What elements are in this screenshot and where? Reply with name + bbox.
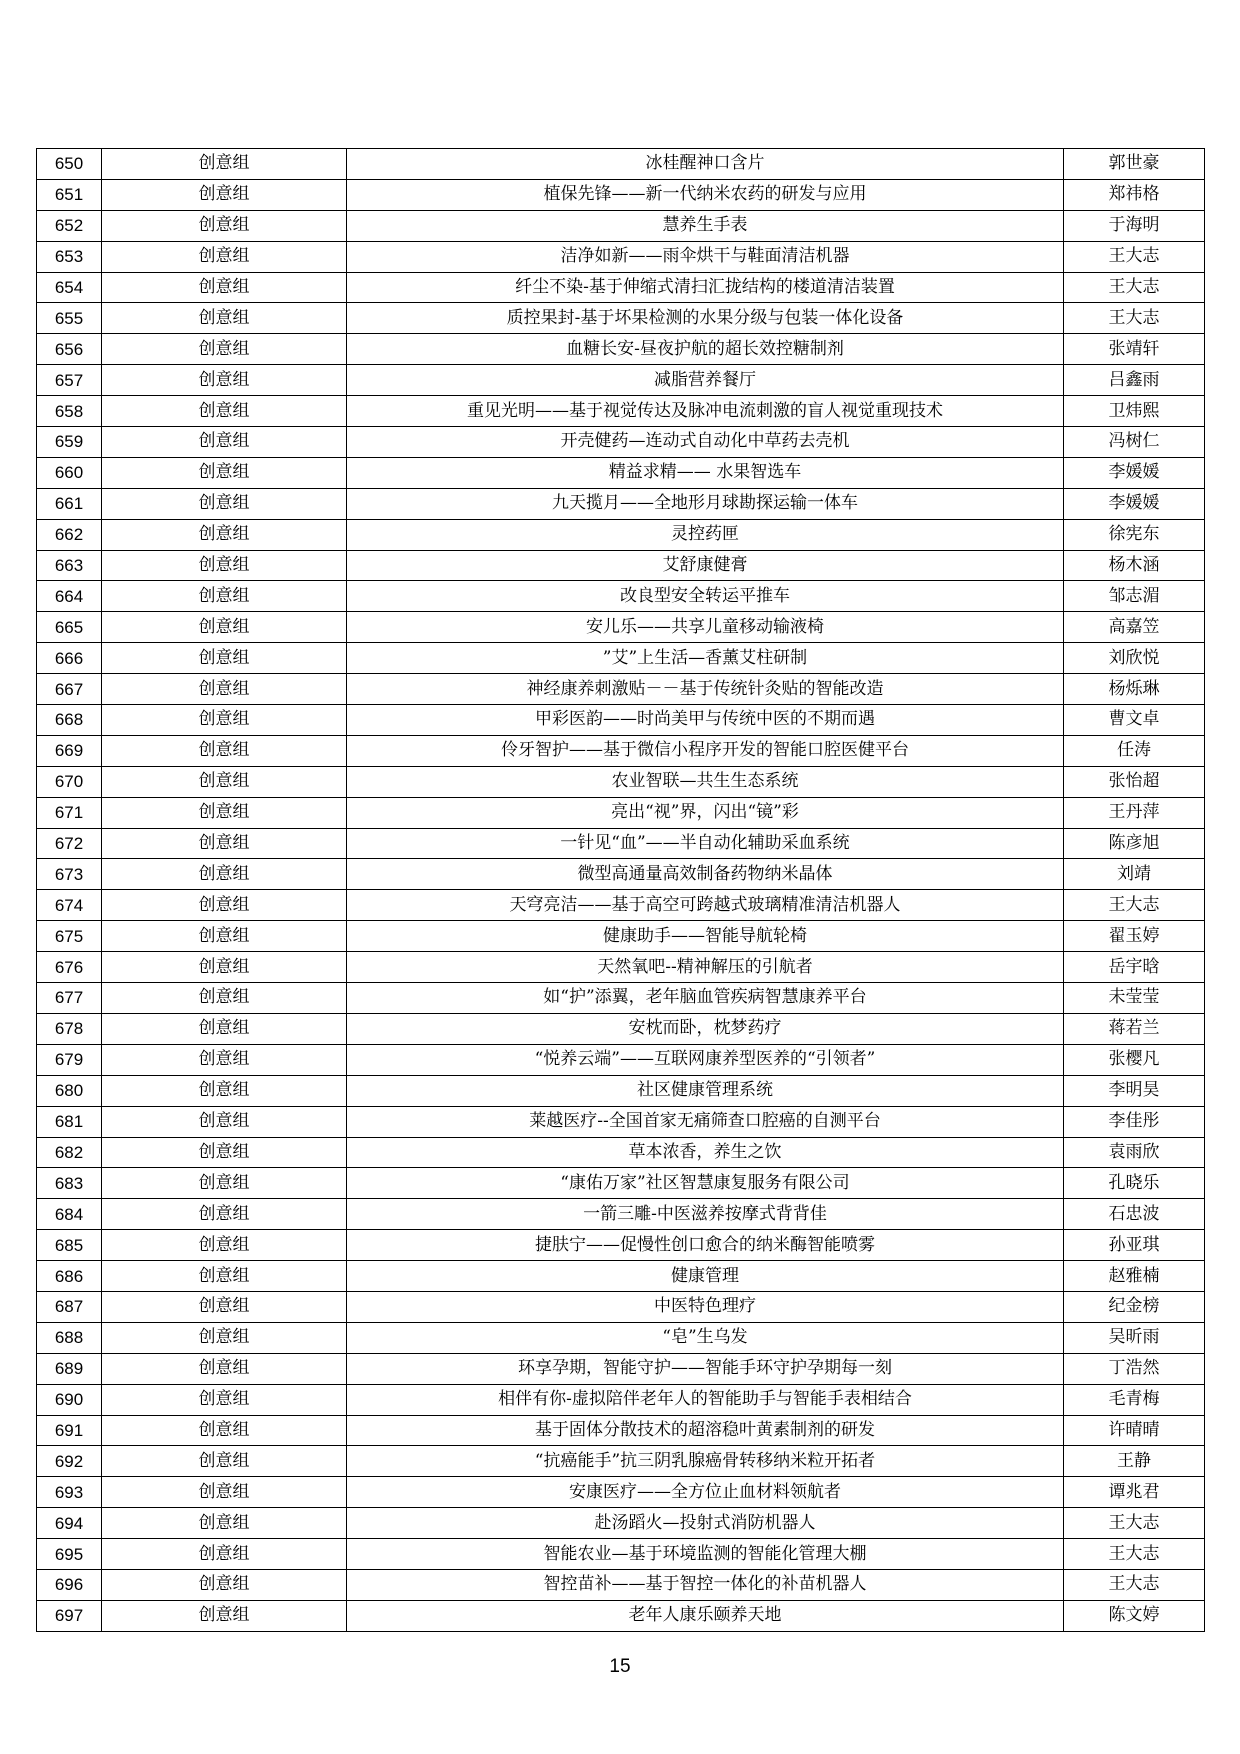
group-cell: 创意组 [102, 983, 347, 1014]
group-cell: 创意组 [102, 396, 347, 427]
person-name-cell: 邹志湄 [1064, 581, 1205, 612]
table-row [37, 334, 1205, 365]
group-cell: 创意组 [102, 1384, 347, 1415]
person-name-cell: 曹文卓 [1064, 705, 1205, 736]
row-number-cell: 676 [37, 952, 102, 983]
table-row [37, 179, 1205, 210]
project-title-cell: 伶牙智护——基于微信小程序开发的智能口腔医健平台 [347, 735, 1064, 766]
project-title-cell: 改良型安全转运平推车 [347, 581, 1064, 612]
project-title-cell: 安康医疗——全方位止血材料领航者 [347, 1477, 1064, 1508]
table-row [37, 1230, 1205, 1261]
group-cell: 创意组 [102, 1199, 347, 1230]
project-title-cell: 安枕而卧，枕梦药疗 [347, 1013, 1064, 1044]
row-number-cell: 668 [37, 705, 102, 736]
project-title-cell: 健康管理 [347, 1261, 1064, 1292]
person-name-cell: 李佳彤 [1064, 1106, 1205, 1137]
person-name-cell: 许晴晴 [1064, 1415, 1205, 1446]
person-name-cell: 陈文婷 [1064, 1600, 1205, 1631]
group-cell: 创意组 [102, 1013, 347, 1044]
row-number-cell: 657 [37, 365, 102, 396]
group-cell: 创意组 [102, 859, 347, 890]
group-cell: 创意组 [102, 1477, 347, 1508]
table-row [37, 1075, 1205, 1106]
group-cell: 创意组 [102, 1539, 347, 1570]
group-cell: 创意组 [102, 241, 347, 272]
row-number-cell: 660 [37, 457, 102, 488]
person-name-cell: 王丹萍 [1064, 797, 1205, 828]
project-title-cell: 重见光明——基于视觉传达及脉冲电流刺激的盲人视觉重现技术 [347, 396, 1064, 427]
table-row [37, 241, 1205, 272]
table-row [37, 272, 1205, 303]
project-title-cell: 社区健康管理系统 [347, 1075, 1064, 1106]
person-name-cell: 任涛 [1064, 735, 1205, 766]
person-name-cell: 徐宪东 [1064, 519, 1205, 550]
project-title-cell: 安儿乐——共享儿童移动输液椅 [347, 612, 1064, 643]
group-cell: 创意组 [102, 643, 347, 674]
person-name-cell: 冯树仁 [1064, 427, 1205, 458]
table-row [37, 705, 1205, 736]
person-name-cell: 于海明 [1064, 210, 1205, 241]
table-row [37, 427, 1205, 458]
table-row [37, 1106, 1205, 1137]
row-number-cell: 671 [37, 797, 102, 828]
project-title-cell: 艾舒康健膏 [347, 550, 1064, 581]
table-row [37, 1199, 1205, 1230]
table-row [37, 1508, 1205, 1539]
group-cell: 创意组 [102, 1291, 347, 1322]
group-cell: 创意组 [102, 890, 347, 921]
row-number-cell: 688 [37, 1322, 102, 1353]
group-cell: 创意组 [102, 1322, 347, 1353]
person-name-cell: 陈彦旭 [1064, 828, 1205, 859]
project-title-cell: 慧养生手表 [347, 210, 1064, 241]
person-name-cell: 卫炜熙 [1064, 396, 1205, 427]
row-number-cell: 693 [37, 1477, 102, 1508]
group-cell: 创意组 [102, 550, 347, 581]
person-name-cell: 杨木涵 [1064, 550, 1205, 581]
project-title-cell: 基于固体分散技术的超溶稳叶黄素制剂的研发 [347, 1415, 1064, 1446]
table-row [37, 365, 1205, 396]
row-number-cell: 673 [37, 859, 102, 890]
row-number-cell: 697 [37, 1600, 102, 1631]
row-number-cell: 685 [37, 1230, 102, 1261]
group-cell: 创意组 [102, 1508, 347, 1539]
table-row [37, 519, 1205, 550]
row-number-cell: 690 [37, 1384, 102, 1415]
table-row [37, 612, 1205, 643]
group-cell: 创意组 [102, 365, 347, 396]
project-title-cell: 捷肤宁——促慢性创口愈合的纳米酶智能喷雾 [347, 1230, 1064, 1261]
row-number-cell: 687 [37, 1291, 102, 1322]
row-number-cell: 658 [37, 396, 102, 427]
row-number-cell: 664 [37, 581, 102, 612]
group-cell: 创意组 [102, 303, 347, 334]
group-cell: 创意组 [102, 1415, 347, 1446]
page-number: 15 [609, 1656, 631, 1677]
table-row [37, 735, 1205, 766]
row-number-cell: 669 [37, 735, 102, 766]
person-name-cell: 赵雅楠 [1064, 1261, 1205, 1292]
person-name-cell: 王大志 [1064, 1569, 1205, 1600]
project-title-cell: 纤尘不染-基于伸缩式清扫汇拢结构的楼道清洁装置 [347, 272, 1064, 303]
project-title-cell: 农业智联—共生生态系统 [347, 766, 1064, 797]
row-number-cell: 678 [37, 1013, 102, 1044]
table-row [37, 1384, 1205, 1415]
person-name-cell: 李媛媛 [1064, 457, 1205, 488]
row-number-cell: 692 [37, 1446, 102, 1477]
project-title-cell: “抗癌能手”抗三阴乳腺癌骨转移纳米粒开拓者 [347, 1446, 1064, 1477]
row-number-cell: 652 [37, 210, 102, 241]
table-row [37, 1446, 1205, 1477]
row-number-cell: 650 [37, 149, 102, 180]
row-number-cell: 680 [37, 1075, 102, 1106]
project-title-cell: 微型高通量高效制备药物纳米晶体 [347, 859, 1064, 890]
group-cell: 创意组 [102, 1137, 347, 1168]
project-title-cell: “康佑万家”社区智慧康复服务有限公司 [347, 1168, 1064, 1199]
group-cell: 创意组 [102, 179, 347, 210]
table-row [37, 581, 1205, 612]
project-title-cell: 洁净如新——雨伞烘干与鞋面清洁机器 [347, 241, 1064, 272]
row-number-cell: 655 [37, 303, 102, 334]
group-cell: 创意组 [102, 1353, 347, 1384]
row-number-cell: 695 [37, 1539, 102, 1570]
person-name-cell: 纪金榜 [1064, 1291, 1205, 1322]
person-name-cell: 郭世豪 [1064, 149, 1205, 180]
project-title-cell: 赴汤蹈火—投射式消防机器人 [347, 1508, 1064, 1539]
group-cell: 创意组 [102, 1600, 347, 1631]
person-name-cell: 蒋若兰 [1064, 1013, 1205, 1044]
person-name-cell: 谭兆君 [1064, 1477, 1205, 1508]
row-number-cell: 696 [37, 1569, 102, 1600]
row-number-cell: 654 [37, 272, 102, 303]
person-name-cell: 石忠波 [1064, 1199, 1205, 1230]
entries-table-body [37, 149, 1205, 1632]
row-number-cell: 666 [37, 643, 102, 674]
group-cell: 创意组 [102, 581, 347, 612]
row-number-cell: 689 [37, 1353, 102, 1384]
table-row [37, 674, 1205, 705]
table-row [37, 1013, 1205, 1044]
project-title-cell: 天穹亮洁——基于高空可跨越式玻璃精准清洁机器人 [347, 890, 1064, 921]
person-name-cell: 吕鑫雨 [1064, 365, 1205, 396]
group-cell: 创意组 [102, 735, 347, 766]
table-row [37, 1044, 1205, 1075]
table-row [37, 1322, 1205, 1353]
row-number-cell: 672 [37, 828, 102, 859]
table-row [37, 1600, 1205, 1631]
project-title-cell: 相伴有你-虚拟陪伴老年人的智能助手与智能手表相结合 [347, 1384, 1064, 1415]
row-number-cell: 661 [37, 488, 102, 519]
project-title-cell: 亮出“视”界，闪出“镜”彩 [347, 797, 1064, 828]
table-row [37, 457, 1205, 488]
group-cell: 创意组 [102, 952, 347, 983]
group-cell: 创意组 [102, 1446, 347, 1477]
group-cell: 创意组 [102, 797, 347, 828]
person-name-cell: 张樱凡 [1064, 1044, 1205, 1075]
group-cell: 创意组 [102, 705, 347, 736]
group-cell: 创意组 [102, 766, 347, 797]
row-number-cell: 694 [37, 1508, 102, 1539]
table-row [37, 1137, 1205, 1168]
row-number-cell: 679 [37, 1044, 102, 1075]
project-title-cell: 老年人康乐颐养天地 [347, 1600, 1064, 1631]
table-row [37, 921, 1205, 952]
table-row [37, 890, 1205, 921]
table-row [37, 396, 1205, 427]
person-name-cell: 未莹莹 [1064, 983, 1205, 1014]
person-name-cell: 郑祎格 [1064, 179, 1205, 210]
project-title-cell: 灵控药匣 [347, 519, 1064, 550]
project-title-cell: 冰桂醒神口含片 [347, 149, 1064, 180]
group-cell: 创意组 [102, 488, 347, 519]
project-title-cell: 智控苗补——基于智控一体化的补苗机器人 [347, 1569, 1064, 1600]
table-row [37, 550, 1205, 581]
project-title-cell: 九天揽月——全地形月球勘探运输一体车 [347, 488, 1064, 519]
group-cell: 创意组 [102, 612, 347, 643]
project-title-cell: 健康助手——智能导航轮椅 [347, 921, 1064, 952]
person-name-cell: 翟玉婷 [1064, 921, 1205, 952]
row-number-cell: 675 [37, 921, 102, 952]
person-name-cell: 高嘉笠 [1064, 612, 1205, 643]
project-title-cell: 植保先锋——新一代纳米农药的研发与应用 [347, 179, 1064, 210]
row-number-cell: 651 [37, 179, 102, 210]
table-row [37, 859, 1205, 890]
person-name-cell: 王大志 [1064, 241, 1205, 272]
project-title-cell: “悦养云端”——互联网康养型医养的“引领者” [347, 1044, 1064, 1075]
project-title-cell: 开壳健药—连动式自动化中草药去壳机 [347, 427, 1064, 458]
project-title-cell: 环享孕期，智能守护——智能手环守护孕期每一刻 [347, 1353, 1064, 1384]
person-name-cell: 刘靖 [1064, 859, 1205, 890]
group-cell: 创意组 [102, 210, 347, 241]
group-cell: 创意组 [102, 1569, 347, 1600]
group-cell: 创意组 [102, 457, 347, 488]
table-row [37, 797, 1205, 828]
row-number-cell: 686 [37, 1261, 102, 1292]
project-title-cell: 莱越医疗--全国首家无痛筛查口腔癌的自测平台 [347, 1106, 1064, 1137]
project-title-cell: 神经康养刺激贴－－基于传统针灸贴的智能改造 [347, 674, 1064, 705]
person-name-cell: 王大志 [1064, 1508, 1205, 1539]
table-row [37, 828, 1205, 859]
table-row [37, 1477, 1205, 1508]
row-number-cell: 662 [37, 519, 102, 550]
project-title-cell: “皂”生乌发 [347, 1322, 1064, 1353]
project-title-cell: 质控果封-基于坏果检测的水果分级与包装一体化设备 [347, 303, 1064, 334]
project-title-cell: 天然氧吧--精神解压的引航者 [347, 952, 1064, 983]
person-name-cell: 王大志 [1064, 303, 1205, 334]
group-cell: 创意组 [102, 427, 347, 458]
project-title-cell: ”艾”上生活—香薰艾柱研制 [347, 643, 1064, 674]
row-number-cell: 684 [37, 1199, 102, 1230]
project-title-cell: 精益求精—— 水果智选车 [347, 457, 1064, 488]
group-cell: 创意组 [102, 1106, 347, 1137]
group-cell: 创意组 [102, 1168, 347, 1199]
table-row [37, 1291, 1205, 1322]
row-number-cell: 667 [37, 674, 102, 705]
table-row [37, 210, 1205, 241]
table-row [37, 1539, 1205, 1570]
row-number-cell: 663 [37, 550, 102, 581]
table-row [37, 1168, 1205, 1199]
group-cell: 创意组 [102, 1230, 347, 1261]
row-number-cell: 674 [37, 890, 102, 921]
group-cell: 创意组 [102, 1075, 347, 1106]
group-cell: 创意组 [102, 334, 347, 365]
person-name-cell: 王大志 [1064, 890, 1205, 921]
group-cell: 创意组 [102, 921, 347, 952]
project-title-cell: 减脂营养餐厅 [347, 365, 1064, 396]
person-name-cell: 李明昊 [1064, 1075, 1205, 1106]
person-name-cell: 李媛媛 [1064, 488, 1205, 519]
table-row [37, 766, 1205, 797]
table-row [37, 1415, 1205, 1446]
group-cell: 创意组 [102, 1044, 347, 1075]
row-number-cell: 656 [37, 334, 102, 365]
table-row [37, 952, 1205, 983]
table-row [37, 1261, 1205, 1292]
group-cell: 创意组 [102, 519, 347, 550]
row-number-cell: 659 [37, 427, 102, 458]
project-title-cell: 如“护”添翼，老年脑血管疾病智慧康养平台 [347, 983, 1064, 1014]
project-title-cell: 一箭三雕-中医滋养按摩式背背佳 [347, 1199, 1064, 1230]
entries-table [36, 148, 1205, 1632]
person-name-cell: 王大志 [1064, 272, 1205, 303]
person-name-cell: 王静 [1064, 1446, 1205, 1477]
table-row [37, 983, 1205, 1014]
person-name-cell: 张怡超 [1064, 766, 1205, 797]
person-name-cell: 张靖轩 [1064, 334, 1205, 365]
person-name-cell: 刘欣悦 [1064, 643, 1205, 674]
row-number-cell: 670 [37, 766, 102, 797]
table-row [37, 149, 1205, 180]
person-name-cell: 王大志 [1064, 1539, 1205, 1570]
row-number-cell: 653 [37, 241, 102, 272]
person-name-cell: 吴昕雨 [1064, 1322, 1205, 1353]
group-cell: 创意组 [102, 1261, 347, 1292]
row-number-cell: 665 [37, 612, 102, 643]
project-title-cell: 一针见“血”——半自动化辅助采血系统 [347, 828, 1064, 859]
person-name-cell: 丁浩然 [1064, 1353, 1205, 1384]
group-cell: 创意组 [102, 828, 347, 859]
row-number-cell: 681 [37, 1106, 102, 1137]
row-number-cell: 677 [37, 983, 102, 1014]
person-name-cell: 杨烁琳 [1064, 674, 1205, 705]
row-number-cell: 682 [37, 1137, 102, 1168]
table-row [37, 1353, 1205, 1384]
group-cell: 创意组 [102, 674, 347, 705]
group-cell: 创意组 [102, 272, 347, 303]
project-title-cell: 智能农业—基于环境监测的智能化管理大棚 [347, 1539, 1064, 1570]
group-cell: 创意组 [102, 149, 347, 180]
table-row [37, 643, 1205, 674]
project-title-cell: 草本浓香，养生之饮 [347, 1137, 1064, 1168]
row-number-cell: 691 [37, 1415, 102, 1446]
person-name-cell: 毛青梅 [1064, 1384, 1205, 1415]
person-name-cell: 孙亚琪 [1064, 1230, 1205, 1261]
person-name-cell: 孔晓乐 [1064, 1168, 1205, 1199]
table-row [37, 1569, 1205, 1600]
row-number-cell: 683 [37, 1168, 102, 1199]
table-row [37, 488, 1205, 519]
person-name-cell: 袁雨欣 [1064, 1137, 1205, 1168]
project-title-cell: 血糖长安-昼夜护航的超长效控糖制剂 [347, 334, 1064, 365]
project-title-cell: 中医特色理疗 [347, 1291, 1064, 1322]
project-title-cell: 甲彩医韵——时尚美甲与传统中医的不期而遇 [347, 705, 1064, 736]
table-row [37, 303, 1205, 334]
person-name-cell: 岳宇晗 [1064, 952, 1205, 983]
